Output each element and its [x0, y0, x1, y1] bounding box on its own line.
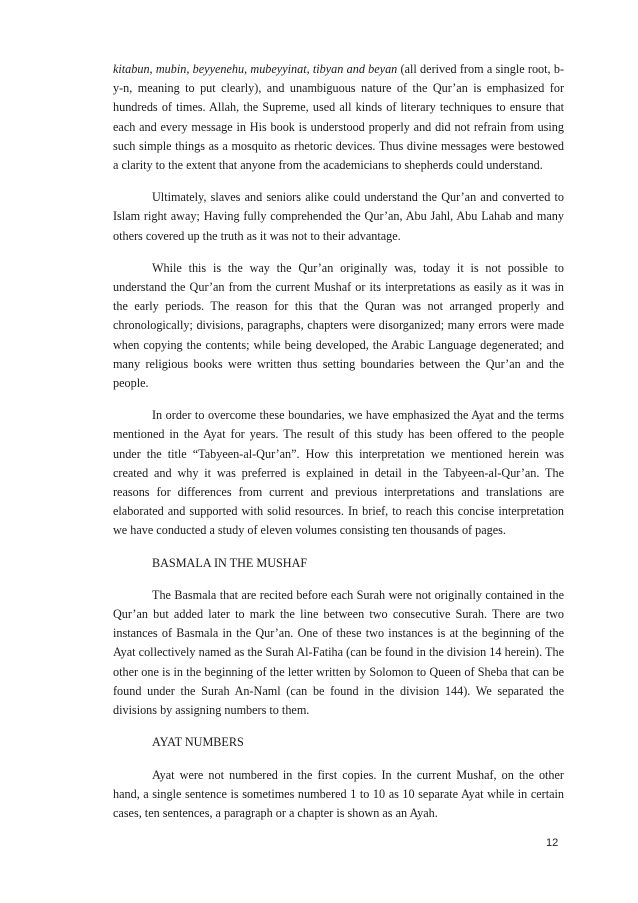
paragraph-current-mushaf: While this is the way the Qur’an originally was, today it is not possible to understand the Qur’an from the current Mushaf or its interpretations as easily as it was in the early periods. The reason for this that the Quran was not arranged properly and chronologically; divisions, paragraphs, chapters were disorganized; many errors were made when copying the contents; while being developed, the Arabic Language degenerated; and many religious books were written thus setting boundaries between the Qur’an and the people.: [113, 260, 564, 391]
arabic-terms: kitabun, mubin, beyyenehu, mubeyyinat, tibyan and beyan: [113, 62, 398, 76]
paragraph-root-terms: [113, 60, 564, 175]
heading-ayat-numbers: AYAT NUMBERS: [152, 735, 244, 750]
heading-basmala: BASMALA IN THE MUSHAF: [152, 555, 308, 570]
paragraph-slaves-seniors: Ultimately, slaves and seniors alike could understand the Qur’an and converted to Islam right away; Having fully comprehended the Qur’an, Abu Jahl, Abu Lahab and many others covered up the truth as it was not to their advantage.: [113, 190, 564, 243]
paragraph-ayat-numbers: Ayat were not numbered in the first copies. In the current Mushaf, on the other hand, a single sentence is sometimes numbered 1 to 10 as 10 separate Ayat while in certain cases, ten sentences, a paragraph or a chapter is shown as an Ayah.: [113, 767, 564, 820]
paragraph-basmala: The Basmala that are recited before each Surah were not originally contained in the Qur’an but added later to mark the line between two consecutive Surah. There are two instances of Basmala in the Qur’an. One of these two instances is at the beginning of the Ayat collectively named as the Surah Al-Fatiha (can be found in the division 14 herein). The other one is in the beginning of the letter written by Solomon to Queen of Sheba that can be found under the Surah An-Naml (can be found in the division 144). We separated the divisions by assigning numbers to them.: [113, 587, 564, 718]
document-page: [113, 60, 564, 836]
paragraph-tabyeen: In order to overcome these boundaries, we have emphasized the Ayat and the terms mentioned in the Ayat for years. The result of this study has been offered to the people under the title “Tabyeen-al-Qur’an”. How this interpretation we mentioned herein was created and why it was preferred is explained in detail in the Tabyeen-al-Qur’an. The reasons for differences from current and previous interpretations and translations are elaborated and supported with solid resources. In brief, to reach this concise interpretation we have conducted a study of eleven volumes consisting ten thousands of pages.: [113, 408, 564, 538]
paragraph-root-terms-text: (all derived from a single root, b-y-n, meaning to put clearly), and unambiguous nature of the Qur’an is emphasized for hundreds of times. Allah, the Supreme, used all kinds of literary techniques to ensure that each and every message in His book is understood properly and did not refrain from using such simple things as a mosquito as rhetoric devices. Thus divine messages were bestowed a clarity to the extent that anyone from the academicians to shepherds could understand.: [113, 62, 565, 173]
page-number: 12: [546, 837, 559, 849]
